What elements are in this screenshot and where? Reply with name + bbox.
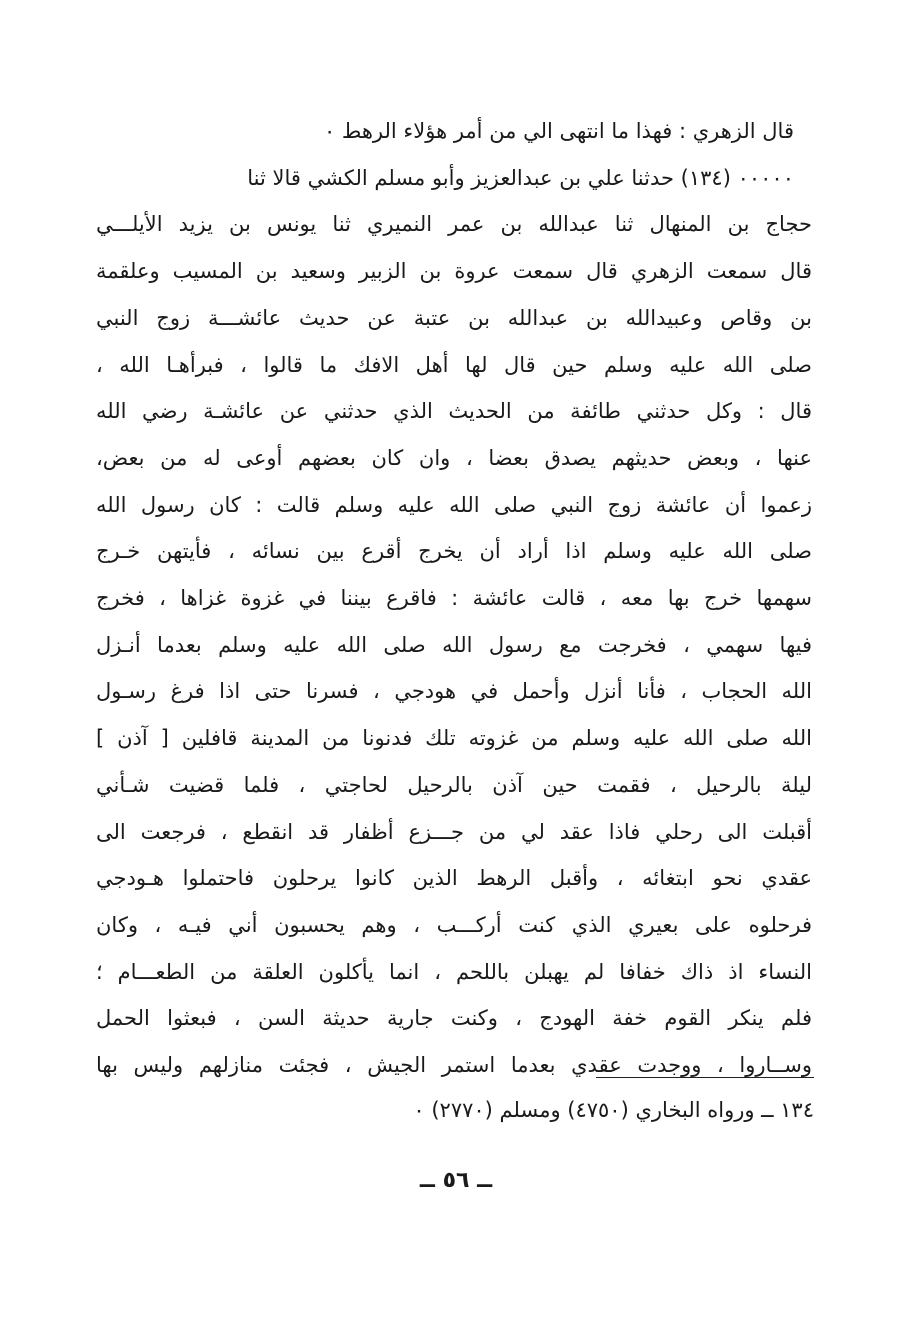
body-line: عقدي نحو ابتغائه ، وأقبل الرهط الذين كانوا يرحلون فاحتملوا هـودجي (96, 866, 812, 891)
body-line: أقبلت الى رحلي فاذا عقد لي من جـــزع أظفار قد انقطع ، فرجعت الى (96, 819, 812, 844)
body-line: فلم ينكر القوم خفة الهودج ، وكنت جارية حديثة السن ، فبعثوا الحمل (96, 1006, 812, 1031)
footnote: ١٣٤ ــ ورواه البخاري (٤٧٥٠) ومسلم (٢٧٧٠) ٠ (413, 1098, 814, 1122)
body-line: فرحلوه على بعيري الذي كنت أركـــب ، وهم يحسبون أني فيـه ، وكان (96, 912, 812, 937)
body-line: زعموا أن عائشة زوج النبي صلى الله عليه وسلم قالت : كان رسول الله (96, 492, 812, 517)
body-line: بن وقاص وعبيدالله بن عبدالله بن عتبة عن حديث عائشـــة زوج النبي (96, 305, 812, 330)
body-line: صلى الله عليه وسلم اذا أراد أن يخرج أقرع بين نسائه ، فأيتهن خـرج (96, 539, 812, 564)
body-line: سهمها خرج بها معه ، قالت عائشة : فاقرع بيننا في غزوة غزاها ، فخرج (96, 586, 812, 611)
body-line: الله صلى الله عليه وسلم من غزوته تلك فدنونا من المدينة قافلين [ آذن ] (96, 726, 812, 751)
body-line: قال الزهري : فهذا ما انتهى الي من أمر هؤلاء الرهط ٠ (323, 119, 794, 143)
body-line: قال : وكل حدثني طائفة من الحديث الذي حدثني عن عائشـة رضي الله (96, 399, 812, 424)
page-number: ــ ٥٦ ــ (419, 1168, 493, 1193)
body-line: قال سمعت الزهري قال سمعت عروة بن الزبير وسعيد بن المسيب وعلقمة (96, 259, 812, 284)
body-line: عنها ، وبعض حديثهم يصدق بعضا ، وان كان بعضهم أوعى له من بعض، (96, 445, 812, 470)
body-line: وســاروا ، ووجدت عقدي بعدما استمر الجيش ، فجئت منازلهم وليس بها (96, 1053, 812, 1078)
body-line: صلى الله عليه وسلم حين قال لها أهل الافك ما قالوا ، فبرأهـا الله ، (96, 352, 812, 377)
body-line: فيها سهمي ، فخرجت مع رسول الله صلى الله عليه وسلم بعدما أنـزل (96, 632, 812, 657)
body-line: حجاج بن المنهال ثنا عبدالله بن عمر النميري ثنا يونس بن يزيد الأيلـــي (96, 212, 812, 237)
body-line: ٠٠٠٠٠ (١٣٤) حدثنا علي بن عبدالعزيز وأبو مسلم الكشي قالا ثنا (247, 165, 794, 190)
body-line: الله الحجاب ، فأنا أنزل وأحمل في هودجي ، فسرنا حتى اذا فرغ رسـول (96, 679, 812, 704)
footnote-separator (596, 1077, 814, 1078)
body-line: النساء اذ ذاك خفافا لم يهبلن باللحم ، انما يأكلون العلقة من الطعـــام ؛ (96, 959, 812, 984)
body-line: ليلة بالرحيل ، فقمت حين آذن بالرحيل لحاجتي ، فلما قضيت شـأني (96, 772, 812, 797)
hadith-body-text (96, 108, 812, 1089)
